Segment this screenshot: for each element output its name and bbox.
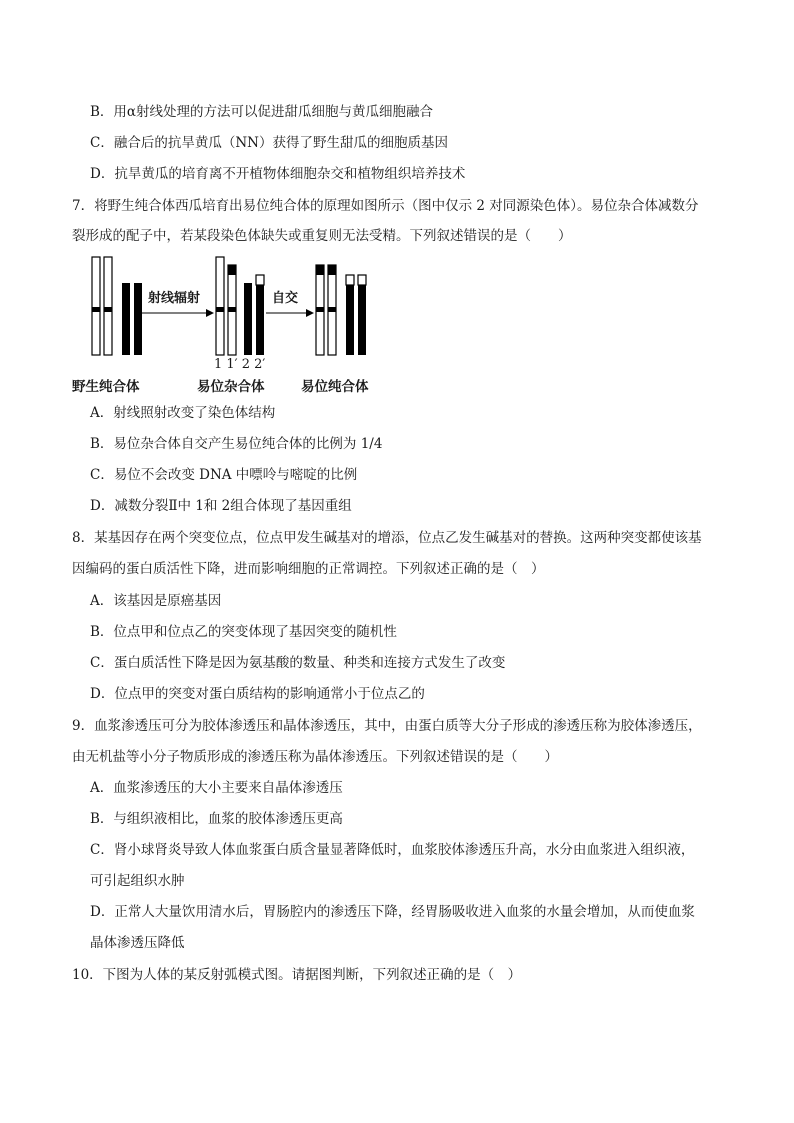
- q7-option-d: D．减数分裂Ⅱ中 1和 2组合体现了基因重组: [90, 498, 352, 514]
- q9-option-a: A．血浆渗透压的大小主要来自晶体渗透压: [90, 780, 343, 796]
- q6-option-c: C．融合后的抗旱黄瓜（NN）获得了野生甜瓜的细胞质基因: [90, 135, 448, 151]
- q8-option-a: A．该基因是原癌基因: [90, 593, 222, 609]
- q7-option-b: B．易位杂合体自交产生易位纯合体的比例为 1/4: [90, 436, 383, 452]
- q8-stem-line1: 8．某基因存在两个突变位点，位点甲发生碱基对的增添，位点乙发生碱基对的替换。这两种突变都使该基: [72, 530, 702, 546]
- arrow-label-selfing: 自交: [272, 291, 299, 306]
- arrow-label-irradiation: 射线辐射: [148, 291, 201, 306]
- q7-stem-line1: 7．将野生纯合体西瓜培育出易位纯合体的原理如图所示（图中仅示 2 对同源染色体）。易位杂合体减数分: [72, 198, 699, 214]
- caption-translocation-heterozygote: 易位杂合体: [197, 379, 265, 395]
- q9-stem-line2: 由无机盐等小分子物质形成的渗透压称为晶体渗透压。下列叙述错误的是（ ）: [72, 749, 558, 765]
- caption-translocation-homozygote: 易位纯合体: [301, 379, 369, 395]
- q9-stem-line1: 9．血浆渗透压可分为胶体渗透压和晶体渗透压，其中，由蛋白质等大分子形成的渗透压称为胶体渗透压，: [72, 718, 702, 734]
- q9-option-c-line2: 可引起组织水肿: [90, 873, 185, 889]
- q7-stem-line2: 裂形成的配子中，若某段染色体缺失或重复则无法受精。下列叙述错误的是（ ）: [72, 228, 572, 244]
- caption-wild-homozygote: 野生纯合体: [72, 379, 140, 395]
- q9-option-d-line1: D．正常人大量饮用清水后，胃肠腔内的渗透压下降，经胃肠吸收进入血浆的水量会增加，从而使血浆: [90, 904, 695, 920]
- q9-option-d-line2: 晶体渗透压降低: [90, 935, 185, 951]
- chromosome-translocation-figure: [70, 255, 400, 395]
- chromosome-numbers: 1 1′ 2 2′: [214, 357, 266, 372]
- q6-option-b: B．用α射线处理的方法可以促进甜瓜细胞与黄瓜细胞融合: [90, 104, 434, 120]
- q8-option-c: C．蛋白质活性下降是因为氨基酸的数量、种类和连接方式发生了改变: [90, 655, 506, 671]
- q10-stem: 10．下图为人体的某反射弧模式图。请据图判断，下列叙述正确的是（ ）: [72, 967, 522, 983]
- q6-option-d: D．抗旱黄瓜的培育离不开植物体细胞杂交和植物组织培养技术: [90, 166, 466, 182]
- q7-option-c: C．易位不会改变 DNA 中嘌呤与嘧啶的比例: [90, 467, 358, 483]
- q8-stem-line2: 因编码的蛋白质活性下降，进而影响细胞的正常调控。下列叙述正确的是（ ）: [72, 561, 545, 577]
- q9-option-b: B．与组织液相比，血浆的胶体渗透压更高: [90, 811, 343, 827]
- q7-option-a: A．射线照射改变了染色体结构: [90, 405, 276, 421]
- q8-option-b: B．位点甲和位点乙的突变体现了基因突变的随机性: [90, 624, 397, 640]
- q9-option-c-line1: C．肾小球肾炎导致人体血浆蛋白质含量显著降低时，血浆胶体渗透压升高，水分由血浆进入组织液，: [90, 842, 695, 858]
- q8-option-d: D．位点甲的突变对蛋白质结构的影响通常小于位点乙的: [90, 686, 425, 702]
